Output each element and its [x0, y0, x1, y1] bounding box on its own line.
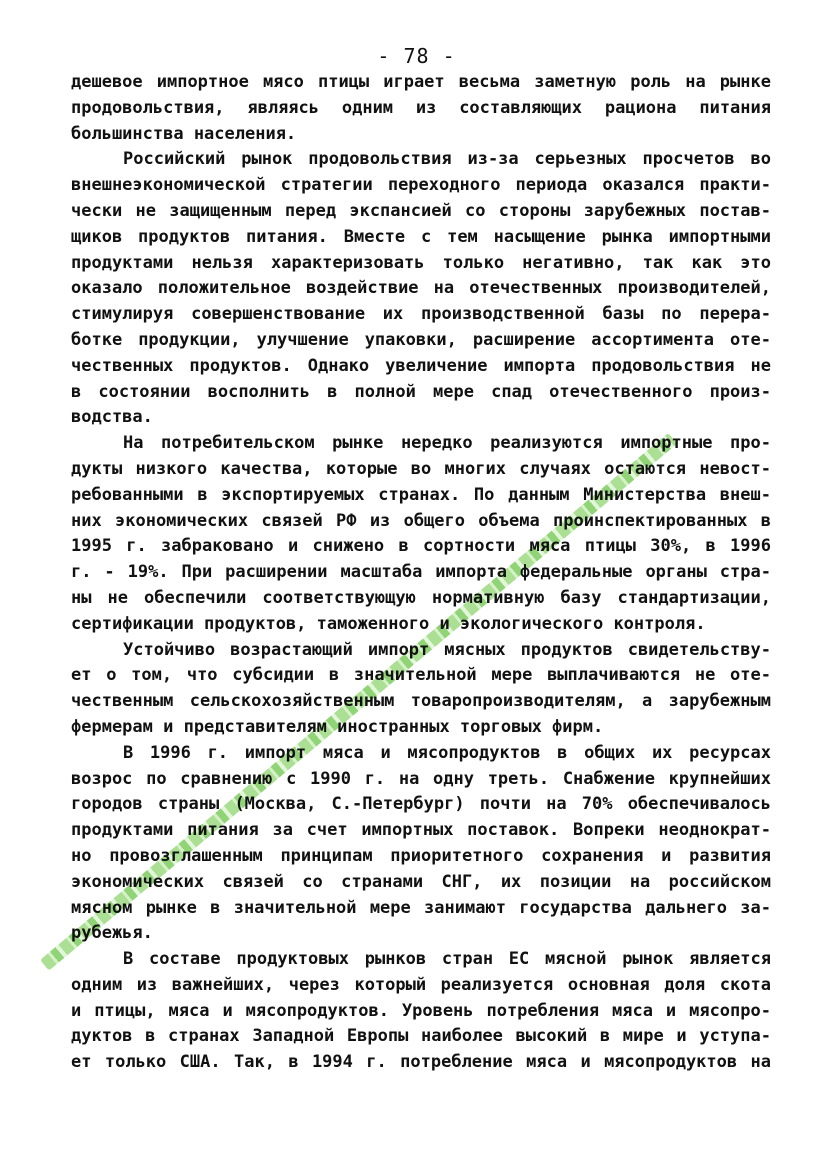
text-line: чественным сельскохозяйственным товаропроизводителям, а зарубежным [71, 691, 771, 712]
paragraph [71, 431, 771, 637]
text-line: ет только США. Так, в 1994 г. потребление мяса и мясопродуктов на [71, 1052, 771, 1073]
text-line: 1995 г. забраковано и снижено в сортности мяса птицы 30%, в 1996 [71, 536, 771, 557]
text-line: г. - 19%. При расширении масштаба импорта федеральные органы стра- [71, 562, 771, 583]
text-line: ет о том, что субсидии в значительной мере выплачиваются не оте- [71, 665, 771, 686]
text-line: возрос по сравнению с 1990 г. на одну треть. Снабжение крупнейших [71, 768, 771, 789]
text-line: городов страны (Москва, С.-Петербург) почти на 70% обеспечивалось [71, 794, 771, 815]
text-line: дуктов в странах Западной Европы наиболее высокий в мире и уступа- [71, 1026, 771, 1047]
text-line: продуктами нельзя характеризовать только негативно, так как это [71, 252, 771, 273]
text-line: продовольствия, являясь одним из составляющих рациона питания [71, 97, 771, 118]
paragraph [71, 638, 771, 741]
text-line: чественных продуктов. Однако увеличение импорта продовольствия не [71, 355, 771, 376]
text-line: фермерам и представителям иностранных торговых фирм. [71, 716, 604, 737]
paragraph [71, 147, 771, 431]
text-line: ботке продукции, улучшение упаковки, расширение ассортимента оте- [71, 329, 771, 350]
text-line: и птицы, мяса и мясопродуктов. Уровень потребления мяса и мясопро- [71, 1000, 771, 1021]
text-line: Устойчиво возрастающий импорт мясных продуктов свидетельству- [123, 639, 771, 660]
paragraph [71, 947, 771, 1076]
text-line: мясном рынке в значительной мере занимают государства дальнего за- [71, 897, 771, 918]
text-line: оказало положительное воздействие на отечественных производителей, [71, 278, 771, 299]
text-line: стимулируя совершенствование их производственной базы по перера- [71, 304, 771, 325]
text-line: водства. [71, 407, 153, 428]
text-line: ребованными в экспортируемых странах. По данным Министерства внеш- [71, 484, 771, 505]
text-line: внешнеэкономической стратегии переходного периода оказался практи- [71, 175, 771, 196]
text-line: На потребительском рынке нередко реализуются импортные про- [123, 433, 771, 454]
text-line: но провозглашенным принципам приоритетного сохранения и развития [71, 845, 771, 866]
text-line: одним из важнейших, через который реализуется основная доля скота [71, 974, 771, 995]
paragraph [71, 70, 771, 147]
text-line: Российский рынок продовольствия из-за серьезных просчетов во [123, 149, 771, 170]
text-line: щиков продуктов питания. Вместе с тем насыщение рынка импортными [71, 226, 771, 247]
body-text [71, 70, 771, 1076]
text-line: них экономических связей РФ из общего объема проинспектированных в [71, 510, 771, 531]
text-line: продуктами питания за счет импортных поставок. Вопреки неоднократ- [71, 820, 771, 841]
text-line: экономических связей со странами СНГ, их позиции на российском [71, 871, 771, 892]
text-line: дукты низкого качества, которые во многих случаях остаются невост- [71, 458, 771, 479]
text-line: сертификации продуктов, таможенного и экологического контроля. [71, 613, 706, 634]
text-line: дешевое импортное мясо птицы играет весьма заметную роль на рынке [71, 72, 771, 92]
text-line: В 1996 г. импорт мяса и мясопродуктов в общих их ресурсах [123, 742, 771, 763]
page-number: - 78 - [377, 44, 456, 68]
text-line: ны не обеспечили соответствующую нормативную базу стандартизации, [71, 587, 771, 608]
text-line: большинства населения. [71, 123, 297, 144]
text-line: рубежья. [71, 923, 153, 944]
text-line: В составе продуктовых рынков стран ЕС мясной рынок является [123, 949, 771, 970]
text-line: в состоянии восполнить в полной мере спад отечественного произ- [71, 381, 771, 402]
text-line: чески не защищенным перед экспансией со стороны зарубежных постав- [71, 200, 771, 221]
paragraph [71, 741, 771, 947]
